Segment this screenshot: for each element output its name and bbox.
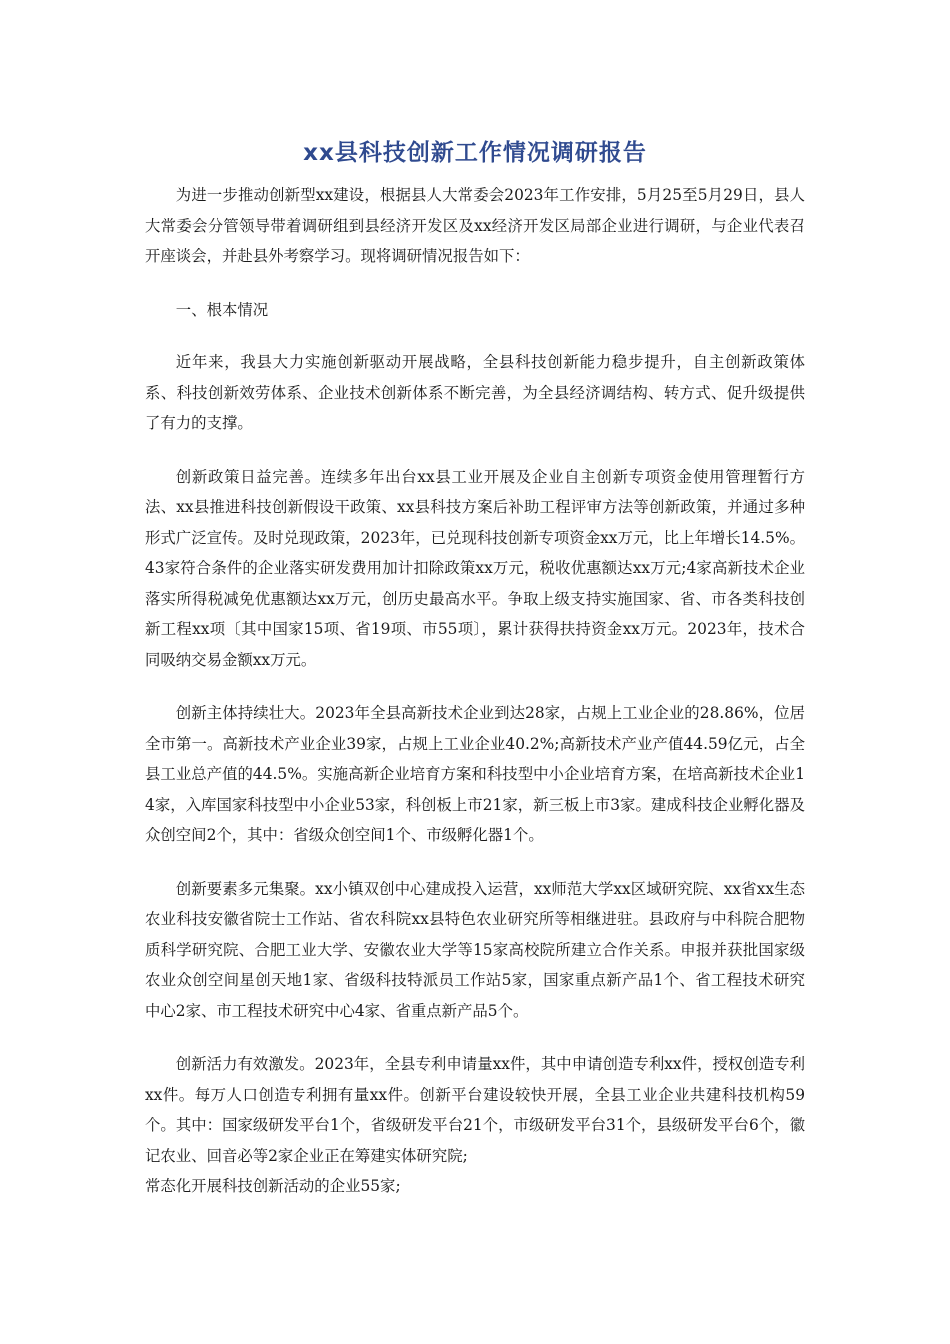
paragraph-overview: 近年来，我县大力实施创新驱动开展战略，全县科技创新能力稳步提升，自主创新政策体系、科技创新效劳体系、企业技术创新体系不断完善，为全县经济调结构、转方式、促升级提供了有力的支撑。 [145, 353, 805, 432]
paragraph-vitality: 创新活力有效激发。2023年，全县专利申请量xx件，其中申请创造专利xx件，授权创造专利xx件。每万人口创造专利拥有量xx件。创新平台建设较快开展，全县工业企业共建科技机构59个。其中：国家级研发平台1个，省级研发平台21个，市级研发平台31个，县级研发平台6个，徽记农业、回音必等2家企业正在筹建实体研究院; [145, 1055, 805, 1165]
section-heading-basic-situation: 一、根本情况 [175, 300, 269, 319]
paragraph-resources: 创新要素多元集聚。xx小镇双创中心建成投入运营，xx师范大学xx区域研究院、xx省xx生态农业科技安徽省院士工作站、省农科院xx县特色农业研究所等相继进驻。县政府与中科院合肥物质科学研究院、合肥工业大学、安徽农业大学等15家高校院所建立合作关系。申报并获批国家级农业众创空间星创天地1家、省级科技特派员工作站5家，国家重点新产品1个、省工程技术研究中心2家、市工程技术研究中心4家、省重点新产品5个。 [145, 879, 805, 1020]
document-title: xx县科技创新工作情况调研报告 [303, 140, 647, 166]
paragraph-enterprises: 创新主体持续壮大。2023年全县高新技术企业到达28家，占规上工业企业的28.86%，位居全市第一。高新技术产业企业39家，占规上工业企业40.2%;高新技术产业产值44.59亿元，占全县工业总产值的44.5%。实施高新企业培育方案和科技型中小企业培育方案，在培高新技术企业14家，入库国家科技型中小企业53家，科创板上市21家，新三板上市3家。建成科技企业孵化器及众创空间2个，其中：省级众创空间1个、市级孵化器1个。 [145, 704, 805, 844]
paragraph-policy: 创新政策日益完善。连续多年出台xx县工业开展及企业自主创新专项资金使用管理暂行方法、xx县推进科技创新假设干政策、xx县科技方案后补助工程评审方法等创新政策，并通过多种形式广泛宣传。及时兑现政策，2023年，已兑现科技创新专项资金xx万元，比上年增长14.5%。43家符合条件的企业落实研发费用加计扣除政策xx万元，税收优惠额达xx万元;4家高新技术企业落实所得税减免优惠额达xx万元，创历史最高水平。争取上级支持实施国家、省、市各类科技创新工程xx项〔其中国家15项、省19项、市55项〕，累计获得扶持资金xx万元。2023年，技术合同吸纳交易金额xx万元。 [145, 467, 805, 669]
paragraph-continuation: 常态化开展科技创新活动的企业55家; [145, 1177, 401, 1195]
document-body [145, 180, 805, 1225]
paragraph-intro: 为进一步推动创新型xx建设，根据县人大常委会2023年工作安排，5月25至5月29日，县人大常委会分管领导带着调研组到县经济开发区及xx经济开发区局部企业进行调研，与企业代表召开座谈会，并赴县外考察学习。现将调研情况报告如下： [145, 186, 805, 265]
